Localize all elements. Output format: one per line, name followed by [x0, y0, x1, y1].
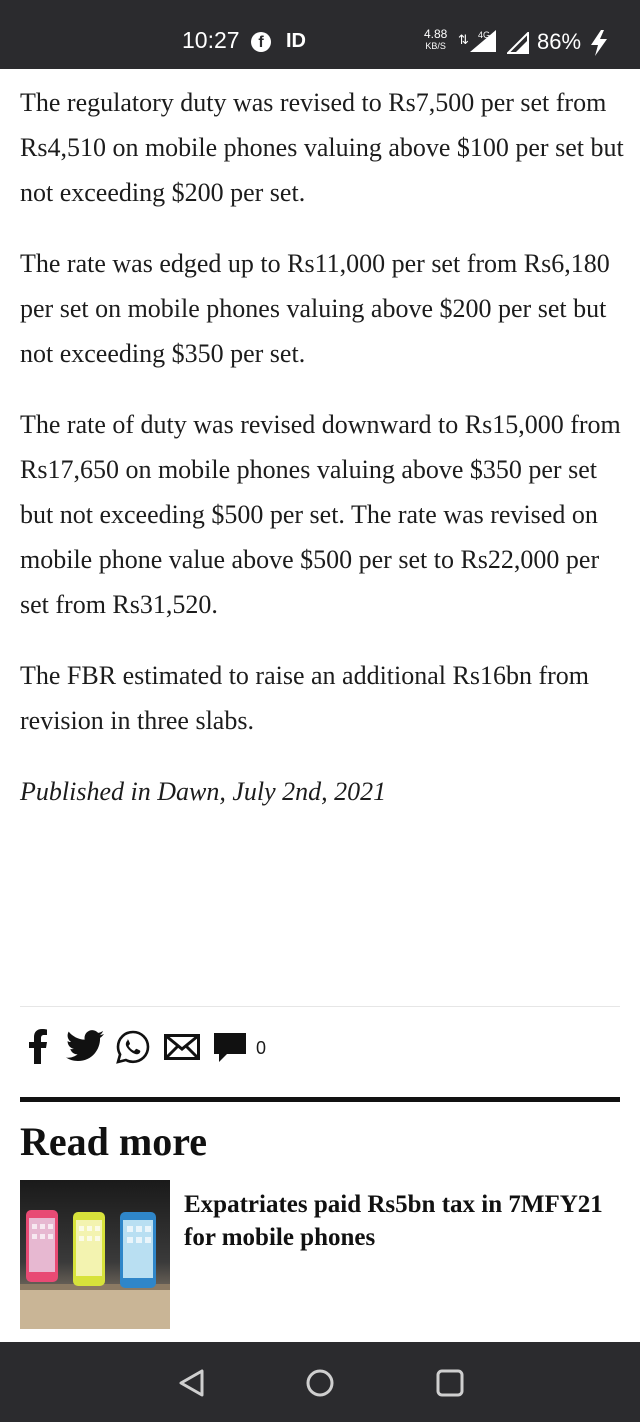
article-body — [20, 80, 625, 814]
related-story-card[interactable] — [20, 1180, 620, 1330]
article-paragraph: The FBR estimated to raise an additional Rs16bn from revision in three slabs. — [20, 661, 590, 735]
data-arrows-icon: ⇅ — [458, 32, 469, 47]
divider — [20, 1006, 620, 1007]
whatsapp-icon[interactable] — [115, 1029, 151, 1065]
publication-byline: Published in Dawn, July 2nd, 2021 — [20, 777, 387, 806]
twitter-icon[interactable] — [66, 1030, 104, 1062]
facebook-notification-icon: f — [251, 32, 271, 52]
home-icon[interactable] — [303, 1366, 337, 1400]
net-speed-unit: KB/S — [425, 41, 446, 51]
article-paragraph: The rate of duty was revised downward to Rs15,000 from Rs17,650 on mobile phones valuing above $350 per set but not exceeding $500 per set. The rate was revised on mobile phone value above $500 per set to Rs22,000 per set from Rs31,520. — [20, 410, 621, 619]
net-speed-value: 4.88 — [424, 27, 448, 41]
signal-icon — [507, 32, 529, 54]
back-icon[interactable] — [175, 1366, 209, 1400]
related-story-title[interactable]: Expatriates paid Rs5bn tax in 7MFY21 for mobile phones — [184, 1191, 603, 1251]
id-notification-icon: ID — [286, 30, 306, 52]
comment-count[interactable]: 0 — [256, 1038, 267, 1058]
email-icon[interactable] — [164, 1034, 200, 1060]
section-divider — [20, 1097, 620, 1102]
battery-percent: 86% — [537, 29, 582, 54]
article-paragraph: The regulatory duty was revised to Rs7,500 per set from Rs4,510 on mobile phones valuing above $100 per set but not exceeding $200 per set. — [20, 88, 624, 207]
navigation-bar — [0, 1342, 640, 1422]
comment-icon[interactable] — [213, 1032, 247, 1064]
recents-icon[interactable] — [433, 1366, 467, 1400]
net-speed — [424, 28, 447, 52]
facebook-icon[interactable] — [28, 1028, 48, 1064]
share-bar — [20, 1026, 320, 1070]
status-bar — [0, 0, 640, 69]
related-story-thumbnail[interactable] — [20, 1180, 170, 1329]
read-more-heading: Read more — [20, 1119, 207, 1164]
signal-4g-icon — [468, 28, 500, 54]
article-paragraph: The rate was edged up to Rs11,000 per set from Rs6,180 per set on mobile phones valuing above $200 per set but not exceeding $350 per set. — [20, 249, 610, 368]
clock: 10:27 — [182, 27, 240, 53]
battery-charging-icon — [590, 30, 608, 56]
network-type-label: 4G — [478, 30, 491, 40]
